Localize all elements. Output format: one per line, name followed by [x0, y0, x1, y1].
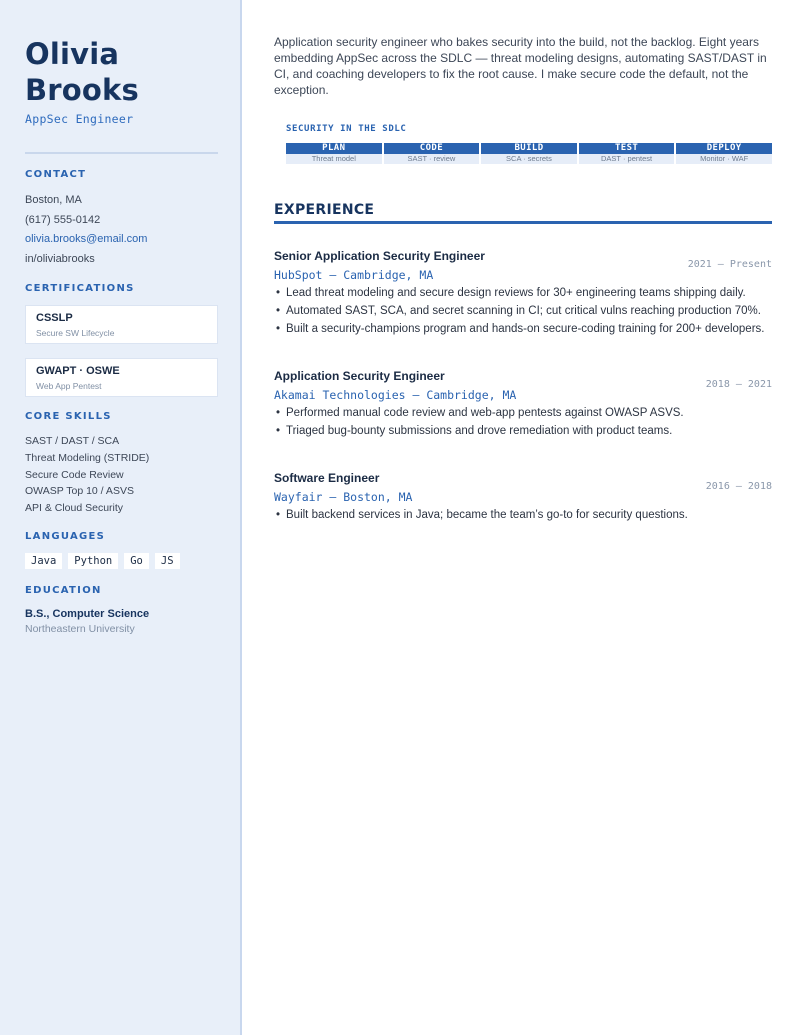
cert-name: CSSLP — [36, 312, 73, 324]
sdlc-stage-detail: DAST · pentest — [579, 154, 675, 164]
job-company: HubSpot — Cambridge, MA — [274, 268, 434, 282]
sdlc-stage — [579, 143, 675, 164]
skills-heading: CORE SKILLS — [25, 411, 112, 422]
education-section — [25, 585, 218, 637]
language-chips — [25, 553, 218, 569]
job-company: Akamai Technologies — Cambridge, MA — [274, 388, 517, 402]
profile-summary: Application security engineer who bakes security into the build, not the backlog. Eight years embedding AppSec across the SDLC — threat modeling designs, automating SAST/DAST in CI, and coaching developers to fix the root cause. I make secure code the default, not the exception. — [274, 35, 767, 97]
cert-name: GWAPT · OSWE — [36, 365, 120, 377]
sdlc-stage-name: PLAN — [286, 143, 382, 154]
job-company: Wayfair — Boston, MA — [274, 490, 413, 504]
education-school: Northeastern University — [25, 622, 135, 635]
job-header — [274, 368, 772, 390]
job-title: Senior Application Security Engineer — [274, 249, 485, 263]
job-dates: 2021 — Present — [687, 259, 772, 270]
certifications-heading: CERTIFICATIONS — [25, 283, 135, 294]
job-entry — [274, 248, 772, 338]
skill-item: OWASP Top 10 / ASVS — [25, 485, 134, 498]
cert-card — [25, 305, 218, 344]
job-bullet: • Automated SAST, SCA, and secret scanning in CI; cut critical vulns reaching production 70%. — [274, 302, 772, 320]
contact-email-link[interactable]: olivia.brooks@email.com — [25, 233, 148, 245]
job-bullet: • Built a security-champions program and hands-on secure-coding training for 200+ developers. — [274, 320, 772, 338]
job-bullets — [274, 284, 772, 338]
job-bullet: • Performed manual code review and web-app pentests against OWASP ASVS. — [274, 404, 772, 422]
language-chip: Python — [68, 553, 118, 569]
job-entry — [274, 368, 772, 440]
sdlc-stage-detail: SCA · secrets — [481, 154, 577, 164]
job-dates: 2018 — 2021 — [705, 379, 772, 390]
language-chip: Java — [25, 553, 62, 569]
contact-location: Boston, MA — [25, 194, 82, 206]
contact-phone: (617) 555-0142 — [25, 213, 101, 226]
education-degree: B.S., Computer Science — [25, 607, 150, 620]
sdlc-stage-name: BUILD — [481, 143, 577, 154]
sdlc-stage-name: DEPLOY — [676, 143, 772, 154]
sdlc-stages — [286, 143, 772, 164]
job-header — [274, 470, 772, 492]
sidebar-divider — [25, 152, 218, 154]
sdlc-stage — [676, 143, 772, 164]
experience-divider — [274, 221, 772, 224]
languages-section — [25, 531, 218, 569]
education-heading: EDUCATION — [25, 584, 102, 596]
skills-section — [25, 411, 218, 517]
sdlc-table — [286, 124, 772, 164]
language-chip: Go — [124, 553, 149, 569]
job-bullets — [274, 506, 772, 524]
candidate-role: AppSec Engineer — [25, 112, 134, 126]
sidebar — [0, 0, 242, 1035]
skill-item: Secure Code Review — [25, 468, 124, 481]
contact-heading: CONTACT — [25, 169, 87, 180]
language-chip: JS — [155, 553, 180, 569]
job-header — [274, 248, 772, 270]
contact-section — [25, 169, 218, 269]
sdlc-stage-detail: Monitor · WAF — [676, 154, 772, 164]
sdlc-title: SECURITY IN THE SDLC — [286, 124, 407, 134]
experience-heading: EXPERIENCE — [274, 202, 375, 218]
languages-heading: LANGUAGES — [25, 530, 106, 542]
certifications-section — [25, 283, 218, 397]
job-title: Software Engineer — [274, 471, 380, 485]
sdlc-stage-detail: SAST · review — [384, 154, 480, 164]
sdlc-stage-detail: Threat model — [286, 154, 382, 164]
skill-item: Threat Modeling (STRIDE) — [25, 451, 150, 464]
cert-description: Web App Pentest — [36, 381, 102, 391]
job-bullets — [274, 404, 772, 440]
job-title: Application Security Engineer — [274, 369, 445, 383]
sdlc-stage-name: TEST — [579, 143, 675, 154]
contact-linkedin: in/oliviabrooks — [25, 252, 95, 265]
candidate-name: Olivia Brooks — [25, 37, 139, 107]
skill-item: API & Cloud Security — [25, 502, 124, 515]
job-bullet: • Lead threat modeling and secure design reviews for 30+ engineering teams shipping daily. — [274, 284, 772, 302]
job-bullet: • Triaged bug-bounty submissions and drove remediation with product teams. — [274, 422, 772, 440]
sdlc-stage-name: CODE — [384, 143, 480, 154]
main-content — [242, 0, 800, 1035]
job-dates: 2016 — 2018 — [705, 481, 772, 492]
sdlc-stage — [286, 143, 382, 164]
sdlc-stage — [384, 143, 480, 164]
cert-description: Secure SW Lifecycle — [36, 328, 115, 338]
sdlc-stage — [481, 143, 577, 164]
job-entry — [274, 470, 772, 524]
skill-item: SAST / DAST / SCA — [25, 435, 120, 447]
job-bullet: • Built backend services in Java; became the team’s go-to for security questions. — [274, 506, 772, 524]
cert-card — [25, 358, 218, 397]
